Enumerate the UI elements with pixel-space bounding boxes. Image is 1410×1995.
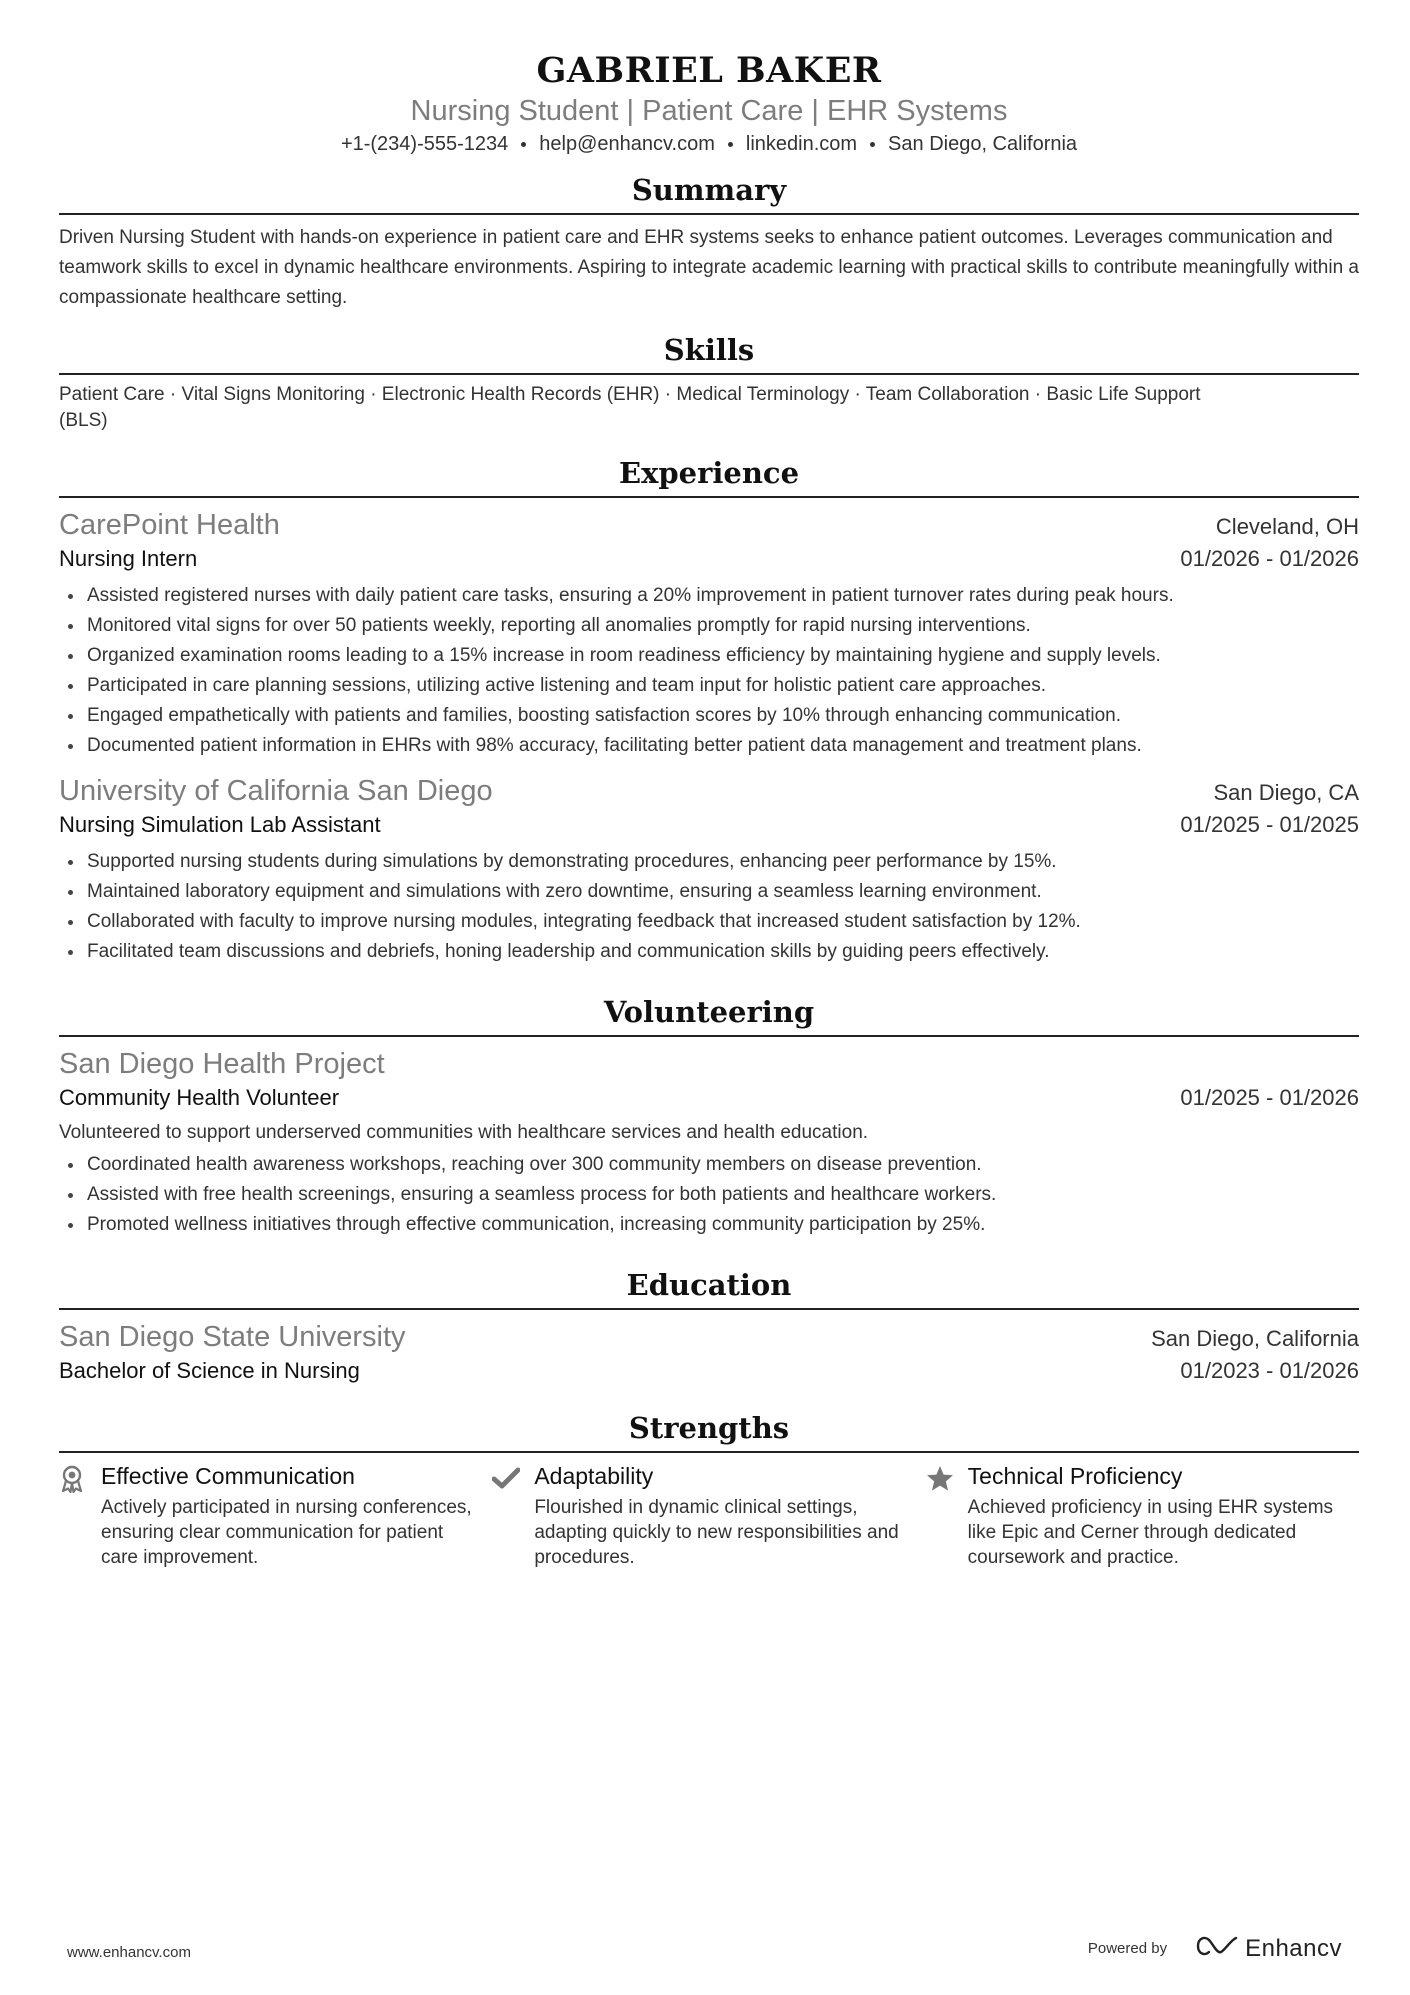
strength-description: Achieved proficiency in using EHR systems like Epic and Cerner through dedicated coursework and practice. xyxy=(967,1497,1334,1568)
job-role: Nursing Intern xyxy=(59,546,198,571)
list-item: Engaged empathetically with patients and families, boosting satisfaction scores by 10% through enhancing communication. xyxy=(59,701,1359,731)
strength-description: Actively participated in nursing conferences, ensuring clear communication for patient care improvement. xyxy=(101,1497,472,1568)
volunteering-section xyxy=(59,993,1359,1240)
contact-line xyxy=(59,131,1359,157)
list-item: Collaborated with faculty to improve nursing modules, integrating feedback that increased student satisfaction by 12%. xyxy=(59,907,1359,937)
enhancv-logo-icon xyxy=(1195,1934,1239,1963)
list-item: Promoted wellness initiatives through effective communication, increasing community participation by 25%. xyxy=(59,1210,1359,1240)
strength-item xyxy=(492,1461,925,1570)
contact-email[interactable]: help@enhancv.com xyxy=(539,133,715,155)
skills-section xyxy=(59,331,1359,434)
list-item: Supported nursing students during simulations by demonstrating procedures, enhancing peer performance by 15%. xyxy=(59,847,1359,877)
strength-title: Technical Proficiency xyxy=(967,1463,1183,1489)
strength-title: Effective Communication xyxy=(101,1463,355,1489)
volunteer-description: Volunteered to support underserved communities with healthcare services and health education. xyxy=(59,1122,869,1143)
brand-name[interactable]: Enhancv xyxy=(1245,1934,1342,1962)
strength-item xyxy=(59,1461,492,1570)
job-role: Nursing Simulation Lab Assistant xyxy=(59,812,381,837)
volunteer-bullets xyxy=(59,1150,1359,1240)
list-item: Monitored vital signs for over 50 patients weekly, reporting all anomalies promptly for rapid nursing interventions. xyxy=(59,611,1359,641)
company-name: University of California San Diego xyxy=(59,775,493,807)
summary-text: Driven Nursing Student with hands-on experience in patient care and EHR systems seeks to enhance patient outcomes. Leverages communication and teamwork skills to excel in dynamic healthcare environments. Aspiring to integrate academic learning with practical skills to contribute meaningfully within a compassionate healthcare setting. xyxy=(59,227,1359,308)
candidate-name: GABRIEL BAKER xyxy=(536,50,882,91)
skills-list: Patient Care · Vital Signs Monitoring · Electronic Health Records (EHR) · Medical Terminology · Team Collaboration · Basic Life Support (BLS) xyxy=(59,384,1201,431)
list-item: Organized examination rooms leading to a 15% increase in room readiness efficiency by maintaining hygiene and supply levels. xyxy=(59,641,1359,671)
contact-linkedin[interactable]: linkedin.com xyxy=(745,133,858,155)
resume-page xyxy=(59,0,1359,1570)
degree-name: Bachelor of Science in Nursing xyxy=(59,1358,360,1383)
experience-entry xyxy=(59,773,1359,967)
organization-name: San Diego Health Project xyxy=(59,1048,385,1080)
strength-item xyxy=(926,1461,1359,1570)
contact-phone: +1-(234)-555-1234 xyxy=(340,133,509,155)
volunteering-entry xyxy=(59,1046,1359,1240)
education-entry xyxy=(59,1319,1359,1387)
education-section xyxy=(59,1266,1359,1387)
list-item: Assisted with free health screenings, ensuring a seamless process for both patients and healthcare workers. xyxy=(59,1180,1359,1210)
strengths-grid xyxy=(59,1461,1359,1570)
job-bullets xyxy=(59,581,1359,761)
summary-section xyxy=(59,171,1359,313)
list-item: Documented patient information in EHRs with 98% accuracy, facilitating better patient data management and treatment plans. xyxy=(59,731,1359,761)
list-item: Assisted registered nurses with daily patient care tasks, ensuring a 20% improvement in patient turnover rates during peak hours. xyxy=(59,581,1359,611)
separator-dot xyxy=(728,142,733,147)
candidate-title: Nursing Student | Patient Care | EHR Systems xyxy=(410,95,1008,127)
resume-header xyxy=(59,0,1359,157)
experience-section xyxy=(59,454,1359,967)
job-location: San Diego, CA xyxy=(1213,780,1359,805)
award-icon xyxy=(59,1461,101,1570)
school-location: San Diego, California xyxy=(1151,1326,1359,1351)
list-item: Facilitated team discussions and debriefs, honing leadership and communication skills by guiding peers effectively. xyxy=(59,937,1359,967)
list-item: Coordinated health awareness workshops, reaching over 300 community members on disease prevention. xyxy=(59,1150,1359,1180)
footer-branding xyxy=(1088,1934,1342,1963)
job-dates: 01/2026 - 01/2026 xyxy=(1180,546,1359,571)
footer-website[interactable]: www.enhancv.com xyxy=(67,1944,191,1961)
volunteer-role: Community Health Volunteer xyxy=(59,1085,340,1110)
school-name: San Diego State University xyxy=(59,1321,406,1353)
section-heading-summary: Summary xyxy=(59,171,1359,215)
powered-by-label: Powered by xyxy=(1087,1940,1168,1957)
volunteer-dates: 01/2025 - 01/2026 xyxy=(1180,1085,1359,1110)
section-heading-strengths: Strengths xyxy=(59,1409,1359,1453)
separator-dot xyxy=(870,142,875,147)
job-location: Cleveland, OH xyxy=(1215,514,1359,539)
section-heading-education: Education xyxy=(59,1266,1359,1310)
strength-title: Adaptability xyxy=(534,1463,654,1489)
experience-entry xyxy=(59,507,1359,761)
section-heading-skills: Skills xyxy=(59,331,1359,375)
section-heading-volunteering: Volunteering xyxy=(59,993,1359,1037)
checkmark-icon xyxy=(492,1461,534,1570)
section-heading-experience: Experience xyxy=(59,454,1359,498)
strength-description: Flourished in dynamic clinical settings, adapting quickly to new responsibilities and procedures. xyxy=(534,1497,899,1568)
education-dates: 01/2023 - 01/2026 xyxy=(1180,1358,1359,1383)
list-item: Maintained laboratory equipment and simulations with zero downtime, ensuring a seamless learning environment. xyxy=(59,877,1359,907)
company-name: CarePoint Health xyxy=(59,509,280,541)
separator-dot xyxy=(521,142,526,147)
star-icon xyxy=(926,1461,968,1570)
contact-location: San Diego, California xyxy=(888,133,1078,155)
strengths-section xyxy=(59,1409,1359,1570)
list-item: Participated in care planning sessions, utilizing active listening and team input for holistic patient care approaches. xyxy=(59,671,1359,701)
job-dates: 01/2025 - 01/2025 xyxy=(1180,812,1359,837)
job-bullets xyxy=(59,847,1359,967)
